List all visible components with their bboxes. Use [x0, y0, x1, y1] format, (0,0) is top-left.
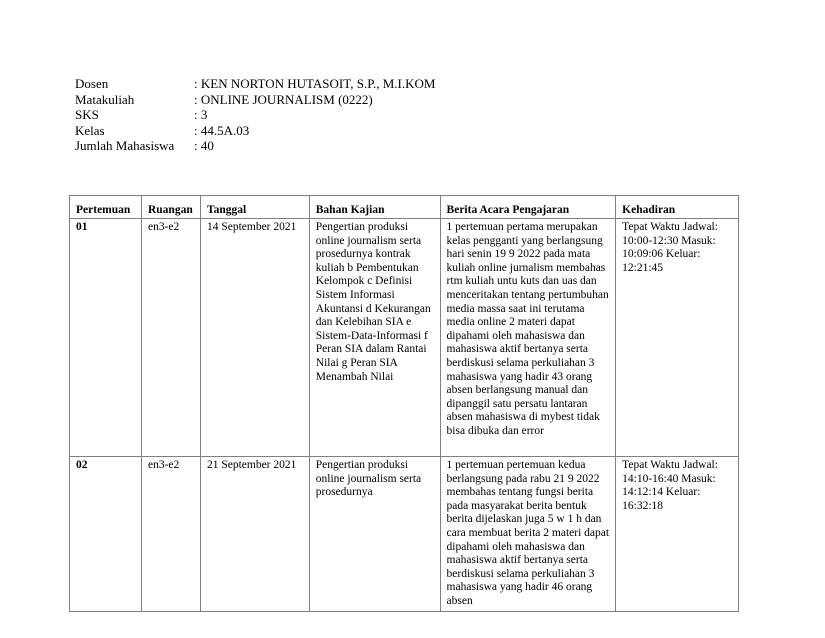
column-header: Ruangan: [141, 196, 200, 219]
info-value: : 3: [194, 107, 208, 122]
column-header: Bahan Kajian: [309, 196, 440, 219]
cell-pertemuan: 02: [70, 457, 142, 612]
info-label: SKS: [75, 107, 99, 122]
table-row: [70, 457, 739, 612]
cell-kehadiran: [616, 457, 739, 612]
column-header: Tanggal: [200, 196, 309, 219]
cell-text: 1 pertemuan pertama merupakan kelas pengganti yang berlangsung hari senin 19 9 2022 pada mata kuliah online jurnalism membahas rtm kuliah untu kuts dan uas dan menceritakan tentang pertumbuhan media massa saat ini terutama media online 2 materi dapat dipahami oleh mahasiswa dan mahasiswa aktif bertanya serta berdiskusi selama perkuliahan 3 mahasiswa yang hadir 43 orang absen berlangsung manual dan dipanggil satu persatu lantaran absen mahasiswa di mybest tidak bisa dibuka dan error: [446, 221, 609, 437]
cell-text: Tepat Waktu Jadwal: 10:00-12:30 Masuk: 10:09:06 Keluar: 12:21:45: [622, 221, 718, 274]
cell-text: Pengertian produksi online journalism serta prosedurnya kontrak kuliah b Pembentukan Kelompok c Definisi Sistem Informasi Akuntansi d Kekurangan dan Kelebihan SIA e Sistem-Data-Informasi f Peran SIA dalam Rantai Nilai g Peran SIA Menambah Nilai: [315, 221, 431, 383]
cell-bahan-kajian: [309, 457, 440, 612]
table-row: [70, 219, 739, 457]
cell-text: Pengertian produksi online journalism serta prosedurnya: [315, 459, 422, 499]
column-header: Kehadiran: [616, 196, 739, 219]
cell-ruangan: en3-e2: [141, 457, 200, 612]
info-value: : ONLINE JOURNALISM (0222): [194, 91, 373, 107]
info-value: : 44.5A.03: [194, 122, 250, 138]
info-label: Dosen: [75, 76, 109, 91]
cell-text: Tepat Waktu Jadwal: 14:10-16:40 Masuk: 14:12:14 Keluar: 16:32:18: [622, 459, 718, 512]
attendance-table: [69, 195, 739, 612]
column-header: Berita Acara Pengajaran: [440, 196, 616, 219]
cell-bahan-kajian: [309, 219, 440, 457]
info-value: : 40: [194, 138, 214, 153]
cell-berita-acara: [440, 219, 616, 457]
table-header-row: [70, 196, 739, 219]
cell-tanggal: 14 September 2021: [200, 219, 309, 457]
column-header: Pertemuan: [70, 196, 142, 219]
cell-pertemuan: 01: [70, 219, 142, 457]
info-label: Jumlah Mahasiswa: [75, 138, 175, 153]
cell-kehadiran: [616, 219, 739, 457]
info-value: : KEN NORTON HUTASOIT, S.P., M.I.KOM: [194, 76, 436, 91]
cell-berita-acara: [440, 457, 616, 612]
cell-ruangan: en3-e2: [141, 219, 200, 457]
cell-text: 1 pertemuan pertemuan kedua berlangsung pada rabu 21 9 2022 membahas tentang fungsi berita pada masyarakat berita bentuk berita dijelaskan juga 5 w 1 h dan cara membuat berita 2 materi dapat dipahami oleh mahasiswa dan mahasiswa aktif bertanya serta berdiskusi selama perkuliahan 3 mahasiswa yang hadir 46 orang absen: [446, 459, 610, 607]
info-label: Kelas: [75, 122, 105, 138]
info-label: Matakuliah: [75, 91, 135, 107]
cell-tanggal: 21 September 2021: [200, 457, 309, 612]
